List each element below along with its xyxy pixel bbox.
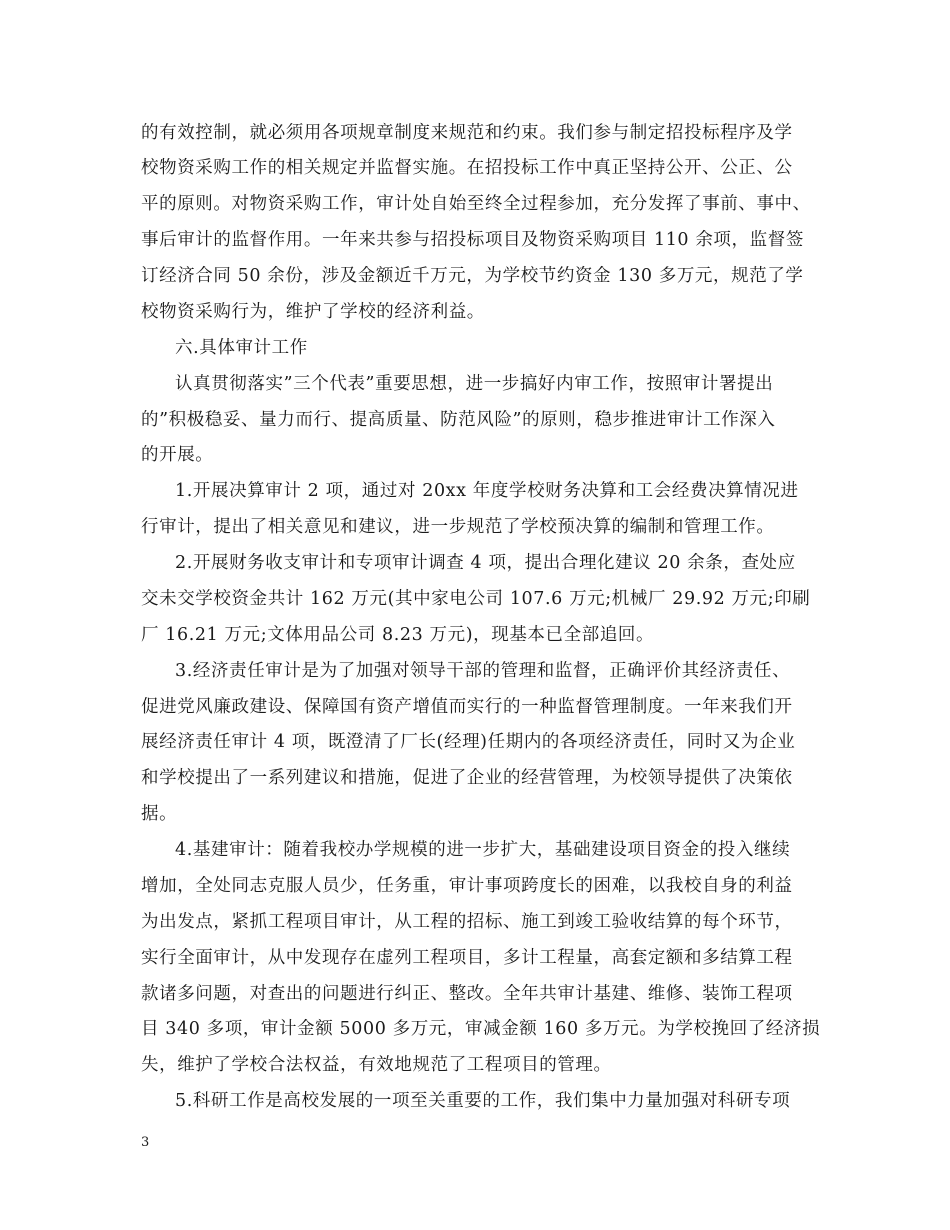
text-line: 交未交学校资金共计 162 万元(其中家电公司 107.6 万元;机械厂 29.92 万元;印刷 <box>141 589 811 609</box>
text-line: 4.基建审计：随着我校办学规模的进一步扩大，基础建设项目资金的投入继续 <box>175 840 791 860</box>
text-line: 的”积极稳妥、量力而行、提高质量、防范风险”的原则，稳步推进审计工作深入 <box>141 410 776 430</box>
section-heading: 六.具体审计工作 <box>175 338 308 358</box>
text-line: 失，维护了学校合法权益，有效地规范了工程项目的管理。 <box>141 1055 612 1075</box>
page-number: 3 <box>141 1135 150 1150</box>
text-line: 厂 16.21 万元;文体用品公司 8.23 万元)，现基本已全部追回。 <box>141 625 655 645</box>
text-line: 目 340 多项，审计金额 5000 多万元，审减金额 160 多万元。为学校挽回了经济损 <box>141 1019 821 1039</box>
text-line: 据。 <box>141 804 178 824</box>
text-line: 认真贯彻落实”三个代表”重要思想，进一步搞好内审工作，按照审计署提出 <box>175 374 774 394</box>
text-line: 事后审计的监督作用。一年来共参与招投标项目及物资采购项目 110 余项，监督签 <box>141 230 804 250</box>
text-line: 5.科研工作是高校发展的一项至关重要的工作，我们集中力量加强对科研专项 <box>175 1091 791 1111</box>
text-line: 订经济合同 50 余份，涉及金额近千万元，为学校节约资金 130 多万元，规范了学 <box>141 266 804 286</box>
text-line: 促进党风廉政建设、保障国有资产增值而实行的一种监督管理制度。一年来我们开 <box>141 697 793 717</box>
text-line: 款诸多问题，对查出的问题进行纠正、整改。全年共审计基建、维修、装饰工程项 <box>141 984 793 1004</box>
text-line: 为出发点，紧抓工程项目审计，从工程的招标、施工到竣工验收结算的每个环节， <box>141 912 793 932</box>
text-line: 2.开展财务收支审计和专项审计调查 4 项，提出合理化建议 20 余条，查处应 <box>175 553 796 573</box>
text-line: 和学校提出了一系列建议和措施，促进了企业的经营管理，为校领导提供了决策依 <box>141 768 793 788</box>
text-line: 实行全面审计，从中发现存在虚列工程项目，多计工程量，高套定额和多结算工程 <box>141 948 793 968</box>
text-line: 增加，全处同志克服人员少，任务重，审计事项跨度长的困难，以我校自身的利益 <box>141 876 793 896</box>
text-line: 校物资采购行为，维护了学校的经济利益。 <box>141 302 485 322</box>
text-line: 行审计，提出了相关意见和建议，进一步规范了学校预决算的编制和管理工作。 <box>141 517 775 537</box>
text-line: 展经济责任审计 4 项，既澄清了厂长(经理)任期内的各项经济责任，同时又为企业 <box>141 732 796 752</box>
text-line: 的有效控制，就必须用各项规章制度来规范和约束。我们参与制定招投标程序及学 <box>141 123 793 143</box>
text-line: 3.经济责任审计是为了加强对领导干部的管理和监督，正确评价其经济责任、 <box>175 661 791 681</box>
text-line: 1.开展决算审计 2 项，通过对 20xx 年度学校财务决算和工会经费决算情况进 <box>175 481 799 501</box>
text-line: 平的原则。对物资采购工作，审计处自始至终全过程参加，充分发挥了事前、事中、 <box>141 194 811 214</box>
text-line: 的开展。 <box>141 445 214 465</box>
text-line: 校物资采购工作的相关规定并监督实施。在招投标工作中真正坚持公开、公正、公 <box>141 158 793 178</box>
